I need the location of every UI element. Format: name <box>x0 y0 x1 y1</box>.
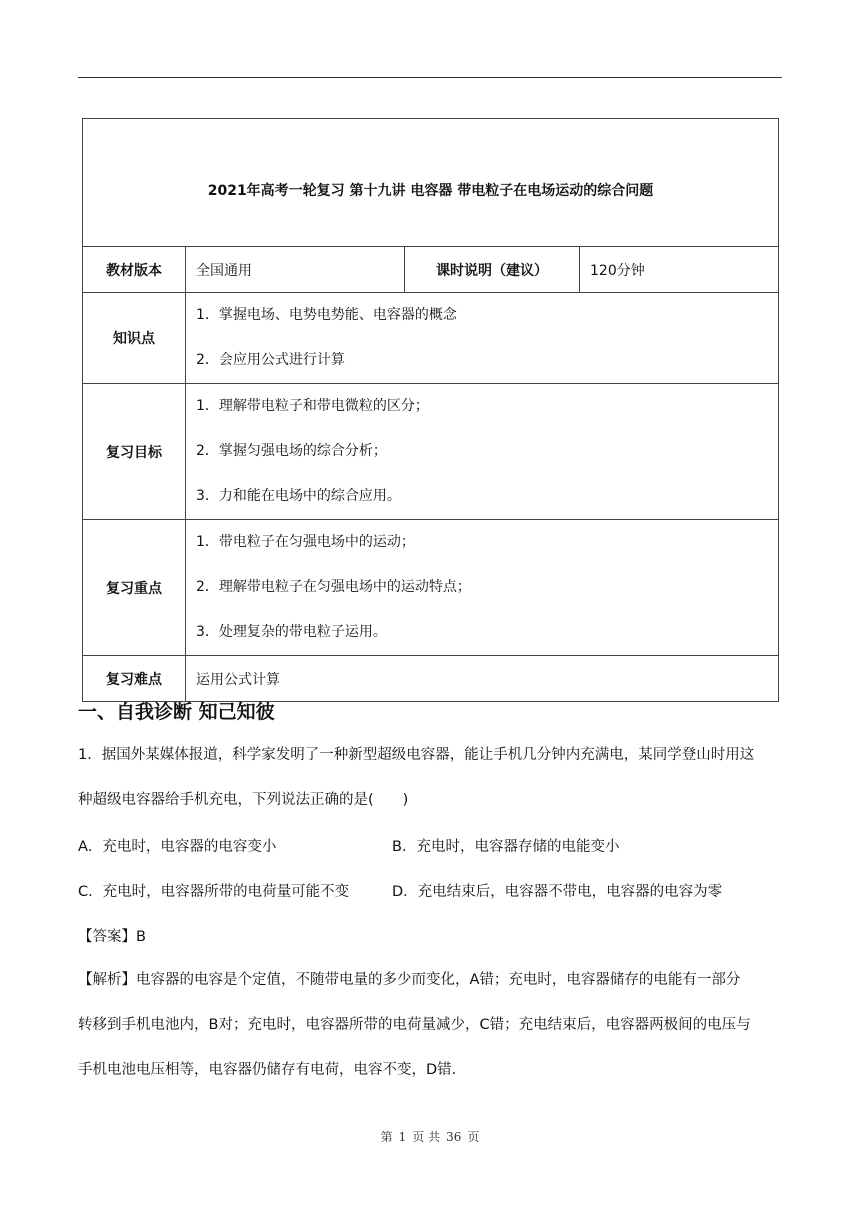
version-row <box>83 247 779 293</box>
knowledge-item: 1．掌握电场、电势电势能、电容器的概念 <box>196 307 457 323</box>
knowledge-list <box>186 293 779 384</box>
time-value: 120分钟 <box>580 247 779 293</box>
footer-prefix: 第 <box>380 1130 393 1144</box>
goals-list <box>186 384 779 520</box>
difficulty-label: 复习难点 <box>83 656 186 702</box>
knowledge-row <box>83 293 779 384</box>
goal-item: 1．理解带电粒子和带电微粒的区分； <box>196 398 429 414</box>
option-c: C．充电时，电容器所带的电荷量可能不变 <box>78 884 350 900</box>
section-heading: 一、自我诊断 知己知彼 <box>78 701 275 723</box>
knowledge-label: 知识点 <box>83 293 186 384</box>
option-d: D．充电结束后，电容器不带电，电容器的电容为零 <box>392 884 723 900</box>
goals-row <box>83 384 779 520</box>
document-title: 2021年高考一轮复习 第十九讲 电容器 带电粒子在电场运动的综合问题 <box>83 119 779 247</box>
key-point-item: 2．理解带电粒子在匀强电场中的运动特点； <box>196 579 471 595</box>
question-stem-line: 1．据国外某媒体报道，科学家发明了一种新型超级电容器，能让手机几分钟内充满电，某同学登山时用这 <box>78 747 755 763</box>
page-footer <box>0 1128 860 1145</box>
option-a: A．充电时，电容器的电容变小 <box>78 839 277 855</box>
version-value: 全国通用 <box>186 247 405 293</box>
difficulty-row <box>83 656 779 702</box>
analysis-line: 手机电池电压相等，电容器仍储存有电荷，电容不变，D错． <box>78 1062 467 1078</box>
key-point-item: 3．处理复杂的带电粒子运用。 <box>196 624 387 640</box>
header-rule <box>78 77 782 78</box>
key-points-label: 复习重点 <box>83 520 186 656</box>
answer: 【答案】B <box>78 929 146 945</box>
footer-total-pages: 36 <box>446 1130 462 1144</box>
analysis <box>78 958 788 1093</box>
goal-item: 3．力和能在电场中的综合应用。 <box>196 488 401 504</box>
version-label: 教材版本 <box>83 247 186 293</box>
key-points-list <box>186 520 779 656</box>
goal-item: 2．掌握匀强电场的综合分析； <box>196 443 387 459</box>
footer-suffix: 页 <box>467 1130 480 1144</box>
analysis-line: 【解析】电容器的电容是个定值，不随带电量的多少而变化，A错；充电时，电容器储存的电能有一部分 <box>78 972 741 988</box>
question-stem <box>78 733 788 823</box>
knowledge-item: 2．会应用公式进行计算 <box>196 352 345 368</box>
question-stem-line: 种超级电容器给手机充电，下列说法正确的是( ) <box>78 792 409 808</box>
option-b: B．充电时，电容器存储的电能变小 <box>392 839 620 855</box>
goals-label: 复习目标 <box>83 384 186 520</box>
key-point-item: 1．带电粒子在匀强电场中的运动； <box>196 534 415 550</box>
key-points-row <box>83 520 779 656</box>
footer-page-number: 1 <box>398 1130 407 1144</box>
footer-mid: 页 共 <box>412 1130 441 1144</box>
time-label: 课时说明（建议） <box>405 247 580 293</box>
title-row <box>83 119 779 247</box>
lesson-info-table <box>82 118 779 702</box>
analysis-line: 转移到手机电池内，B对；充电时，电容器所带的电荷量减少，C错；充电结束后，电容器两极间的电压与 <box>78 1017 751 1033</box>
difficulty-value: 运用公式计算 <box>186 656 779 702</box>
